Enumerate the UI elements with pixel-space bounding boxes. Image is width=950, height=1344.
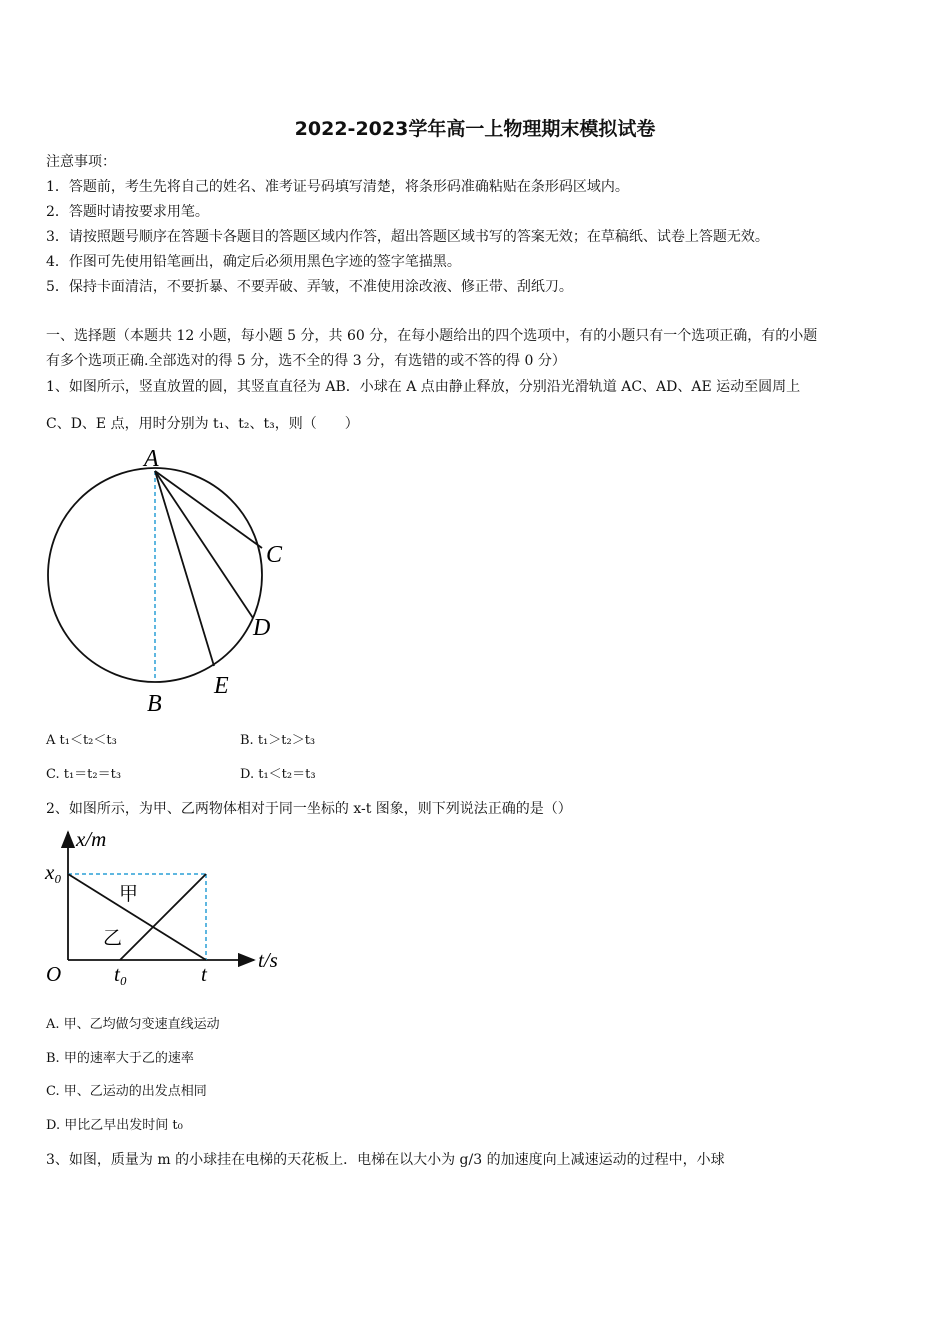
chord-ad bbox=[155, 471, 253, 618]
origin-label: O bbox=[46, 962, 62, 986]
t0-label: t₀ bbox=[114, 962, 128, 986]
x0-label: x₀ bbox=[45, 860, 62, 884]
question-3-stem: 3、如图，质量为 m 的小球挂在电梯的天花板上．电梯在以大小为 g/3 的加速度向上减速运动的过程中，小球 bbox=[46, 1152, 725, 1168]
q2-option-c: C. 甲、乙运动的出发点相同 bbox=[46, 1084, 207, 1099]
notice-item: 3．请按照题号顺序在答题卡各题目的答题区域内作答，超出答题区域书写的答案无效；在草稿纸、试卷上答题无效。 bbox=[46, 229, 769, 245]
label-d: D bbox=[253, 615, 271, 641]
q1-option-d: D. t₁＜t₂＝t₃ bbox=[240, 767, 316, 782]
section-instructions: 一、选择题（本题共 12 小题，每小题 5 分，共 60 分，在每小题给出的四个选项中，有的小题只有一个选项正确，有的小题 bbox=[46, 328, 818, 344]
x-axis-label: t/s bbox=[258, 948, 278, 972]
question-1-stem: C、D、E 点，用时分别为 t₁、t₂、t₃，则（ ） bbox=[46, 416, 359, 432]
q1-option-c: C. t₁＝t₂＝t₃ bbox=[46, 767, 122, 782]
notice-item: 5．保持卡面清洁，不要折暴、不要弄破、弄皱，不准使用涂改液、修正带、刮纸刀。 bbox=[46, 279, 573, 295]
chord-ae bbox=[155, 471, 214, 666]
q1-option-a: A t₁＜t₂＜t₃ bbox=[46, 733, 117, 748]
q2-option-b: B. 甲的速率大于乙的速率 bbox=[46, 1051, 194, 1066]
yi-label: 乙 bbox=[103, 928, 123, 949]
notice-item: 1．答题前，考生先将自己的姓名、准考证号码填写清楚，将条形码准确粘贴在条形码区域内。 bbox=[46, 179, 629, 195]
q1-option-b: B. t₁＞t₂＞t₃ bbox=[240, 733, 316, 748]
section-instructions: 有多个选项正确.全部选对的得 5 分，选不全的得 3 分，有选错的或不答的得 0 分） bbox=[46, 353, 566, 369]
label-b: B bbox=[147, 691, 162, 717]
label-a: A bbox=[144, 446, 159, 472]
q2-option-d: D. 甲比乙早出发时间 t₀ bbox=[46, 1118, 183, 1133]
question-1-stem: 1、如图所示，竖直放置的圆，其竖直直径为 AB．小球在 A 点由静止释放，分别沿光滑轨道 AC、AD、AE 运动至圆周上 bbox=[46, 379, 801, 395]
page-title: 2022-2023学年高一上物理期末模拟试卷 bbox=[294, 118, 656, 140]
xt-graph-figure bbox=[40, 826, 290, 992]
label-e: E bbox=[214, 673, 229, 699]
label-c: C bbox=[266, 542, 283, 568]
circle-chords-figure bbox=[40, 444, 300, 718]
q2-option-a: A. 甲、乙均做匀变速直线运动 bbox=[46, 1017, 220, 1032]
notice-heading: 注意事项： bbox=[46, 154, 116, 170]
question-2-stem: 2、如图所示，为甲、乙两物体相对于同一坐标的 x-t 图象，则下列说法正确的是（） bbox=[46, 801, 572, 817]
notice-item: 2．答题时请按要求用笔。 bbox=[46, 204, 209, 220]
y-axis-label: x/m bbox=[76, 827, 107, 851]
jia-label: 甲 bbox=[119, 884, 139, 905]
t-label: t bbox=[201, 962, 207, 986]
notice-item: 4．作图可先使用铅笔画出，确定后必须用黑色字迹的签字笔描黑。 bbox=[46, 254, 461, 270]
